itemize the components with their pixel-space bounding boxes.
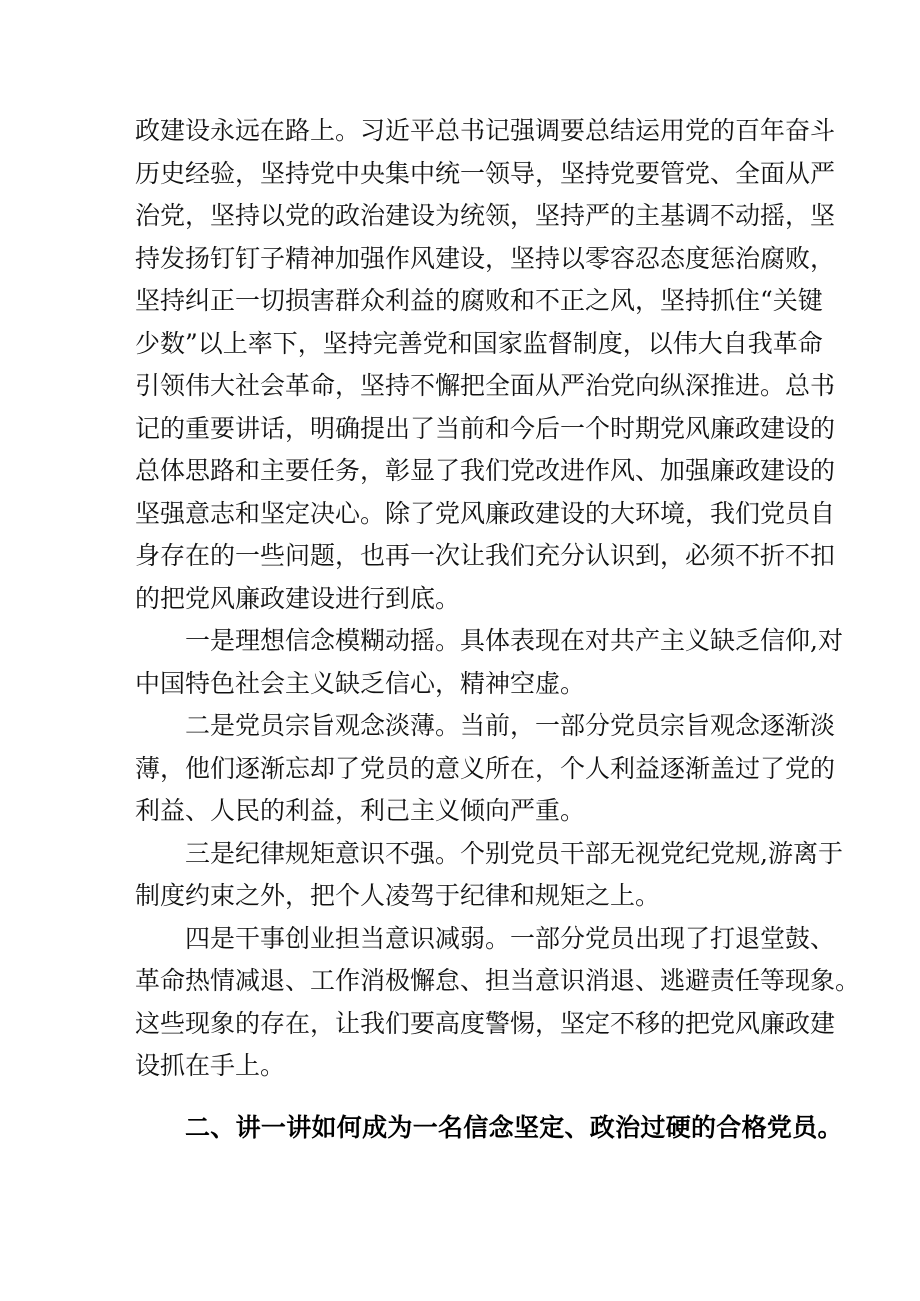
body-text — [135, 110, 861, 1088]
text-line: 身存在的一些问题，也再一次让我们充分认识到，必须不折不扣 — [135, 541, 836, 570]
text-line: 一是理想信念模糊动摇。具体表现在对共产主义缺乏信仰,对 — [185, 626, 843, 655]
text-line: 坚持纠正一切损害群众利益的腐败和不正之风，坚持抓住“关键 — [135, 286, 823, 315]
text-line: 总体思路和主要任务，彰显了我们党改进作风、加强廉政建设的 — [135, 456, 836, 485]
text-line: 设抓在手上。 — [135, 1051, 286, 1080]
text-line: 这些现象的存在，让我们要高度警惕，坚定不移的把党风廉政建 — [135, 1008, 836, 1038]
text-line: 革命热情减退、工作消极懈怠、担当意识消退、逃避责任等现象。 — [135, 966, 861, 995]
section-heading: 二、讲一讲如何成为一名信念坚定、政治过硬的合格党员。 — [185, 1113, 843, 1142]
text-line: 的把党风廉政建设进行到底。 — [135, 583, 461, 613]
text-line: 三是纪律规矩意识不强。个别党员干部无视党纪党规,游离于 — [185, 838, 843, 868]
text-line: 四是干事创业担当意识减弱。一部分党员出现了打退堂鼓、 — [185, 923, 836, 953]
text-line: 二是党员宗旨观念淡薄。当前，一部分党员宗旨观念逐渐淡 — [185, 711, 836, 740]
text-line: 引领伟大社会革命，坚持不懈把全面从严治党向纵深推进。总书 — [135, 371, 836, 400]
text-line: 历史经验，坚持党中央集中统一领导，坚持党要管党、全面从严 — [135, 158, 836, 188]
text-line: 持发扬钉钉子精神加强作风建设，坚持以零容忍态度惩治腐败， — [135, 243, 836, 273]
text-line: 坚强意志和坚定决心。除了党风廉政建设的大环境，我们党员自 — [135, 498, 836, 528]
text-line: 记的重要讲话，明确提出了当前和今后一个时期党风廉政建设的 — [135, 413, 836, 443]
text-line: 治党，坚持以党的政治建设为统领，坚持严的主基调不动摇，坚 — [135, 201, 836, 230]
text-line: 薄，他们逐渐忘却了党员的意义所在，个人利益逐渐盖过了党的 — [135, 753, 836, 783]
text-line: 中国特色社会主义缺乏信心，精神空虚。 — [135, 668, 586, 698]
text-line: 政建设永远在路上。习近平总书记强调要总结运用党的百年奋斗 — [135, 116, 836, 145]
text-line: 少数”以上率下，坚持完善党和国家监督制度，以伟大自我革命 — [135, 328, 823, 358]
text-line: 制度约束之外，把个人凌驾于纪律和规矩之上。 — [135, 881, 661, 910]
text-line: 利益、人民的利益，利己主义倾向严重。 — [135, 796, 586, 825]
